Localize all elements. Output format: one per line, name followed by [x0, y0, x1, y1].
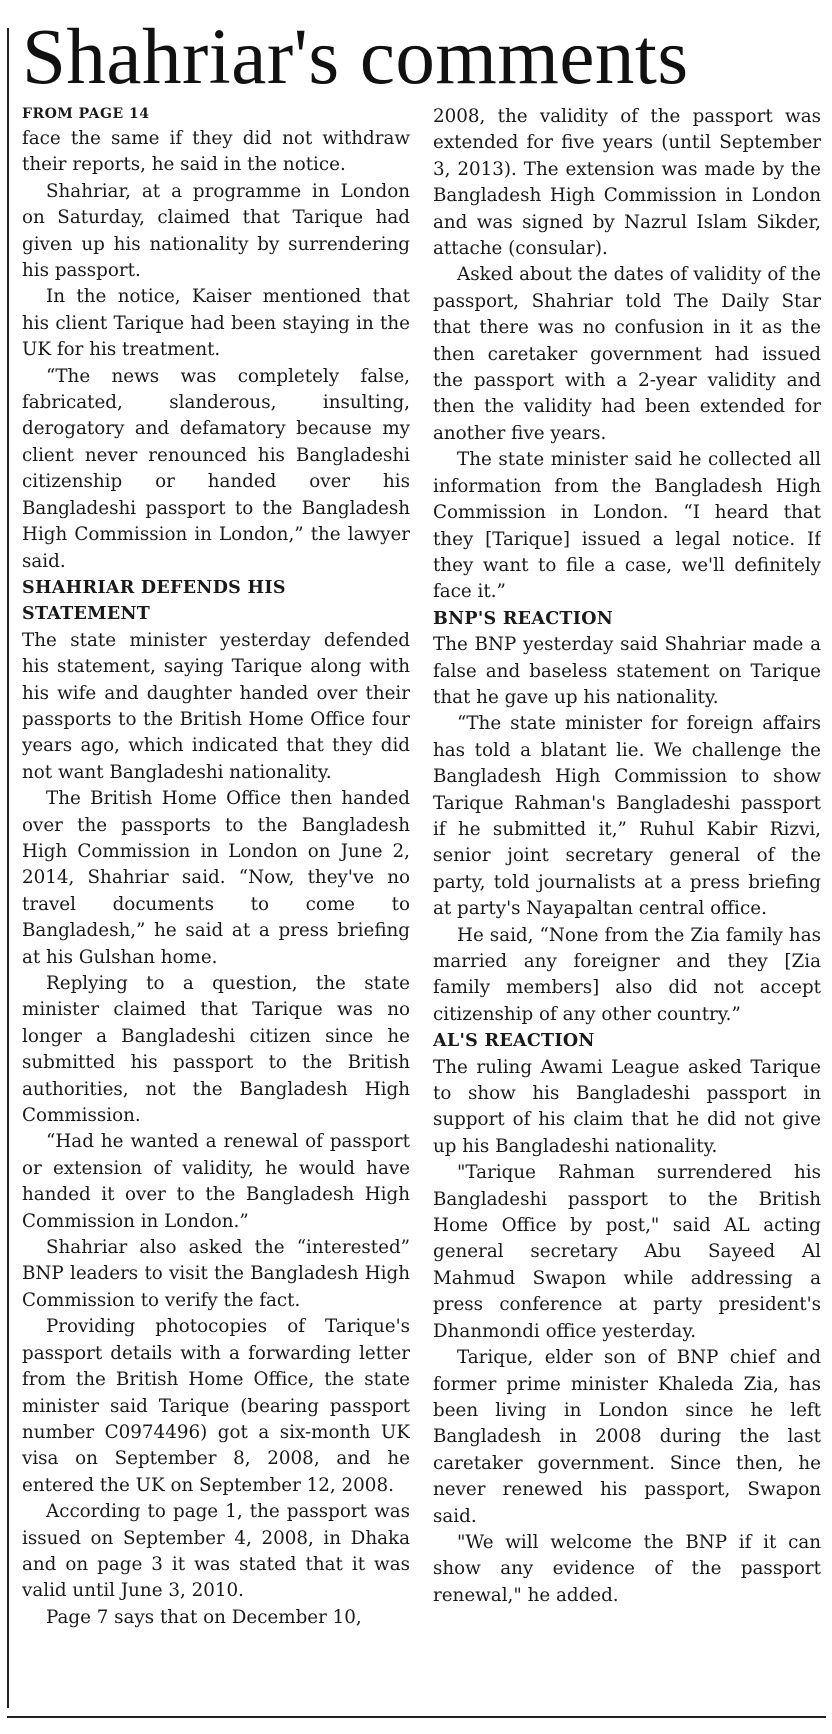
jump-line: FROM PAGE 14: [22, 106, 150, 122]
body-paragraph: Replying to a question, the state minister claimed that Tarique was no longer a Bangladeshi citizen since he submitted his passport to the British authorities, not the Bangladesh High Commission.: [22, 973, 410, 1127]
body-paragraph: 2008, the validity of the passport was extended for five years (until September 3, 2013). The extension was made by the Bangladesh High Commission in London and was signed by Nazrul Islam Sikder, attache (consular).: [433, 106, 821, 260]
body-paragraph: He said, “None from the Zia family has married any foreigner and they [Zia family members] also did not accept citizenship of any other country.”: [433, 924, 821, 1025]
body-paragraph: The state minister yesterday defended his statement, saying Tarique along with his wife and daughter handed over their passports to the British Home Office four years ago, which indicated that they did not want Bangladeshi nationality.: [22, 629, 410, 783]
left-column-body: [22, 126, 410, 1631]
bottom-rule: [7, 1716, 826, 1718]
body-paragraph: The state minister said he collected all information from the Bangladesh High Commission in London. “I heard that they [Tarique] issued a legal notice. If they want to file a case, we'll definitely face it.”: [433, 449, 821, 603]
body-paragraph: Providing photocopies of Tarique's passport details with a forwarding letter from the British Home Office, the state minister said Tarique (bearing passport number C0974496) got a six-month UK visa on September 8, 2008, and he entered the UK on September 12, 2008.: [22, 1316, 410, 1496]
section-subhead: SHAHRIAR DEFENDS HIS STATEMENT: [22, 577, 286, 625]
right-column-body: [433, 104, 821, 1609]
body-paragraph: face the same if they did not withdraw their reports, he said in the notice.: [22, 128, 410, 176]
headline: Shahriar's comments: [22, 14, 689, 101]
body-paragraph: "We will welcome the BNP if it can show any evidence of the passport renewal," he added.: [433, 1531, 821, 1606]
body-paragraph: "Tarique Rahman surrendered his Bangladeshi passport to the British Home Office by post," said AL acting general secretary Abu Sayeed Al Mahmud Swapon while addressing a press conference at party president's Dhanmondi office yesterday.: [433, 1162, 821, 1342]
body-paragraph: Asked about the dates of validity of the passport, Shahriar told The Daily Star that there was no confusion in it as the then caretaker government had issued the passport with a 2-year validity and then the validity had been extended for another five years.: [433, 264, 821, 444]
body-paragraph: Shahriar, at a programme in London on Saturday, claimed that Tarique had given up his nationality by surrendering his passport.: [22, 180, 410, 282]
body-paragraph: “Had he wanted a renewal of passport or extension of validity, he would have handed it over to the Bangladesh High Commission in London.”: [22, 1131, 410, 1232]
body-paragraph: In the notice, Kaiser mentioned that his client Tarique had been staying in the UK for his treatment.: [22, 286, 410, 361]
body-paragraph: Tarique, elder son of BNP chief and former prime minister Khaleda Zia, has been living in London since he left Bangladesh in 2008 during the last caretaker government. Since then, he never renewed his passport, Swapon said.: [433, 1347, 821, 1527]
article-column-right: [433, 104, 821, 1714]
section-subhead: AL'S REACTION: [433, 1031, 595, 1052]
left-column-rule: [7, 28, 9, 1708]
body-paragraph: Page 7 says that on December 10,: [46, 1606, 362, 1628]
section-subhead: BNP'S REACTION: [433, 608, 614, 629]
article-column-left: [22, 104, 410, 1714]
body-paragraph: The BNP yesterday said Shahriar made a false and baseless statement on Tarique that he gave up his nationality.: [433, 634, 821, 708]
body-paragraph: Shahriar also asked the “interested” BNP leaders to visit the Bangladesh High Commission to verify the fact.: [22, 1237, 410, 1311]
body-paragraph: The British Home Office then handed over the passports to the Bangladesh High Commission in London on June 2, 2014, Shahriar said. “Now, they've no travel documents to come to Bangladesh,” he said at a press briefing at his Gulshan home.: [22, 788, 410, 968]
body-paragraph: “The state minister for foreign affairs has told a blatant lie. We challenge the Bangladesh High Commission to show Tarique Rahman's Bangladeshi passport if he submitted it,” Ruhul Kabir Rizvi, senior joint secretary general of the party, told journalists at a press briefing at party's Nayapaltan central office.: [433, 713, 821, 920]
body-paragraph: According to page 1, the passport was issued on September 4, 2008, in Dhaka and on page 3 it was stated that it was valid until June 3, 2010.: [22, 1501, 410, 1602]
body-paragraph: “The news was completely false, fabricated, slanderous, insulting, derogatory and defamatory because my client never renounced his Bangladeshi citizenship or handed over his Bangladeshi passport to the Bangladesh High Commission in London,” the lawyer said.: [22, 365, 410, 572]
body-paragraph: The ruling Awami League asked Tarique to show his Bangladeshi passport in support of his claim that he did not give up his Bangladeshi nationality.: [433, 1056, 821, 1157]
